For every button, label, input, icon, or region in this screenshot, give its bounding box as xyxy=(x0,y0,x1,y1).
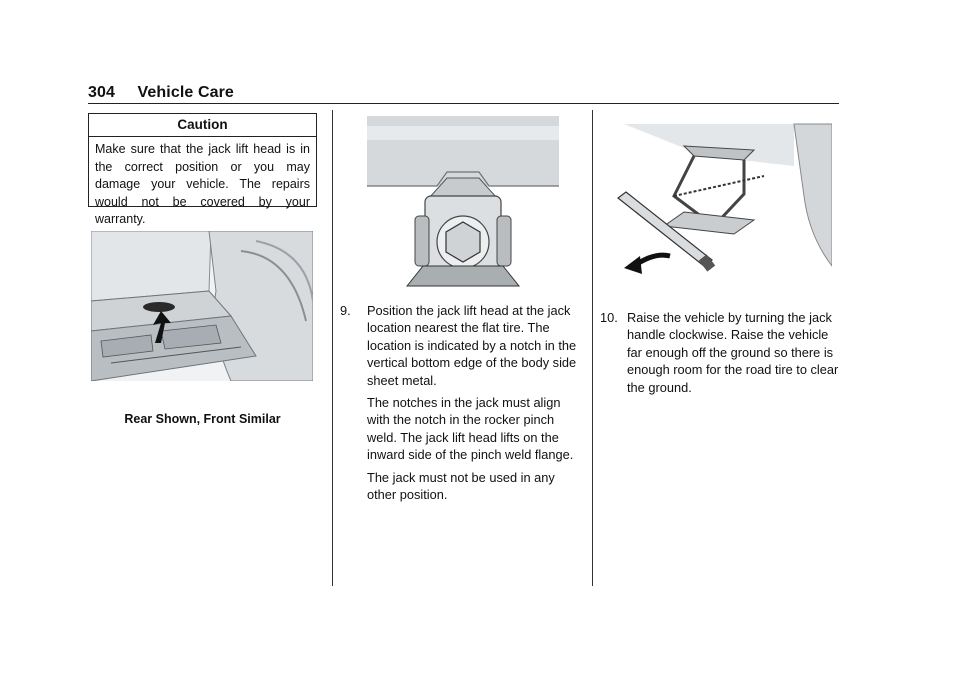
step-10-number: 10. xyxy=(600,310,618,325)
step-10 xyxy=(600,309,840,401)
header-rule xyxy=(88,103,839,104)
figure-jack-head xyxy=(367,116,559,288)
step-9 xyxy=(340,302,585,508)
caution-box xyxy=(88,113,317,226)
figure-jack-location xyxy=(91,231,313,381)
page-header xyxy=(88,84,234,102)
jack-location-illustration xyxy=(91,231,313,381)
page-number: 304 xyxy=(88,84,115,101)
step-10-text: Raise the vehicle by turning the jack handle clockwise. Raise the vehicle far enough off the ground so there is enough room for the road tire to clear the ground. xyxy=(627,310,839,395)
caution-text: Make sure that the jack lift head is in the correct position or you may damage your vehicle. The repairs would not be covered by your warranty. xyxy=(95,142,310,226)
jack-head-illustration xyxy=(367,116,559,288)
step-9-number: 9. xyxy=(340,303,351,318)
step-9-para-2: The notches in the jack must align with the notch in the rocker pinch weld. The jack lift head lifts on the inward side of the pinch weld flange. xyxy=(367,395,574,463)
caution-title: Caution xyxy=(89,114,316,137)
step-9-para-3: The jack must not be used in any other position. xyxy=(367,469,555,503)
column-divider-1 xyxy=(332,110,333,586)
figure-caption: Rear Shown, Front Similar xyxy=(124,412,281,426)
figure-scissor-jack xyxy=(604,116,832,284)
column-divider-2 xyxy=(592,110,593,586)
scissor-jack-illustration xyxy=(604,116,832,284)
section-title: Vehicle Care xyxy=(137,84,234,101)
step-9-text: Position the jack lift head at the jack location nearest the flat tire. The location is indicated by a notch in the vertical bottom edge of the body side sheet metal. xyxy=(367,303,577,388)
